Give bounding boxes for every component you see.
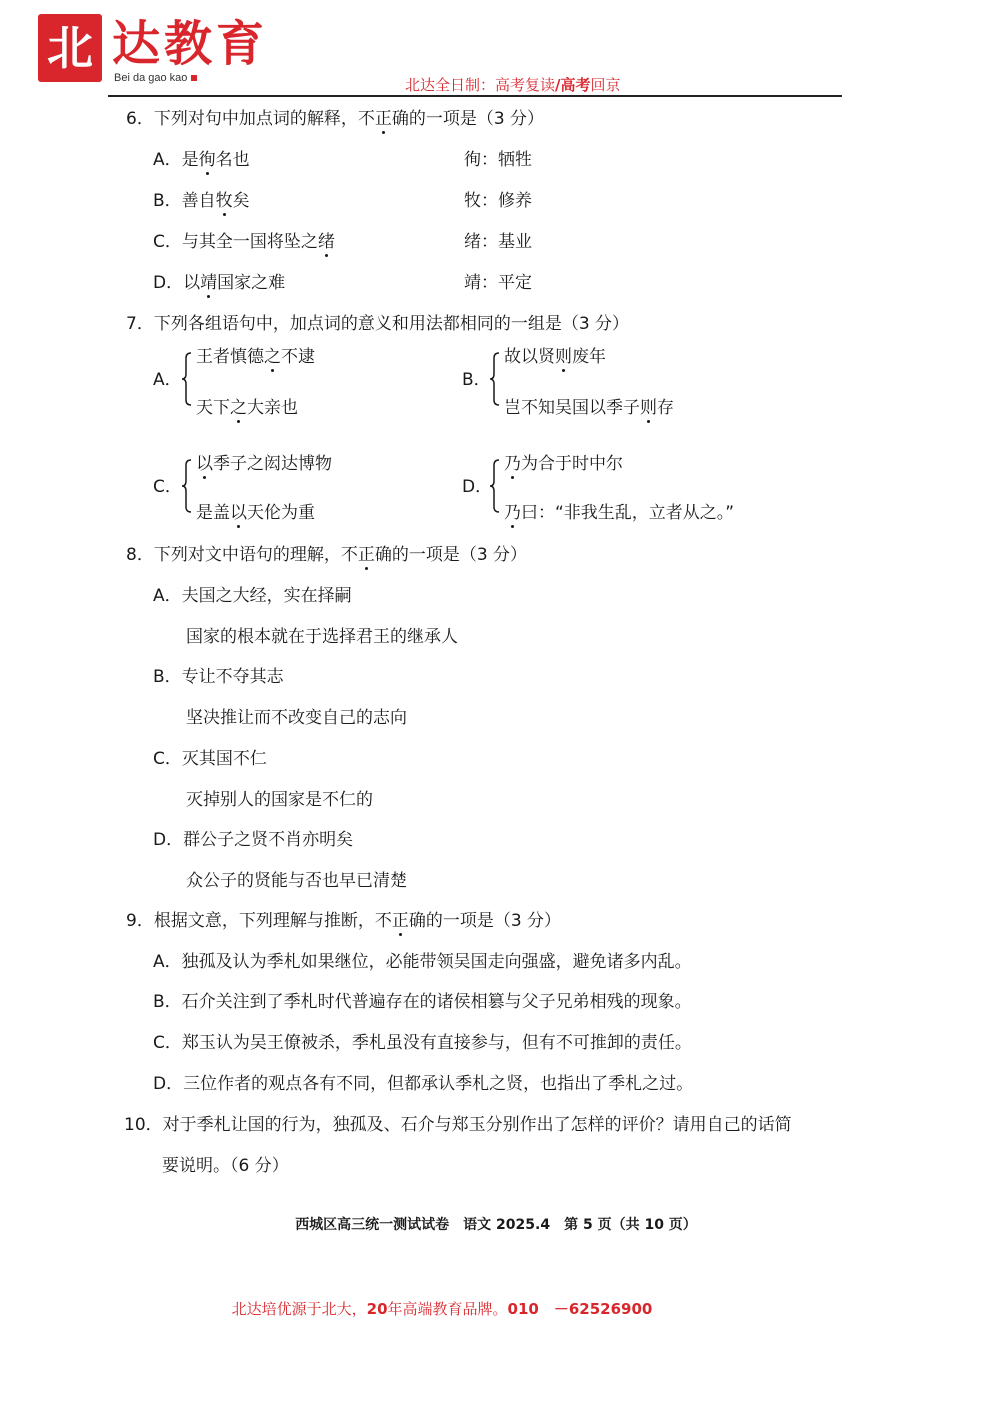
logo-square-icon [191,75,197,81]
q6-option-d: D．以靖国家之难 [153,273,286,293]
q8-gloss-c: 灭掉别人的国家是不仁的 [186,790,373,810]
q7-b-top: 故以贤则废年 [504,347,606,367]
q8-gloss-d: 众公子的贤能与否也早已清楚 [186,871,407,891]
q7-option-a-label: A． [153,370,182,390]
q6-gloss-a: 徇：牺牲 [464,150,532,170]
logo-pinyin: Bei da gao kao [114,72,197,84]
q10-stem: 10．对于季札让国的行为，独孤及、石介与郑玉分别作出了怎样的评价？请用自己的话简 [124,1115,792,1135]
page-footer: 西城区高三统一测试试卷 语文 2025.4 第 5 页（共 10 页） [295,1217,697,1233]
q9-stem: 9．根据文意，下列理解与推断，不正确的一项是（3 分） [126,911,562,931]
header-rule [108,95,842,97]
q8-option-c: C．灭其国不仁 [153,749,267,769]
brand-logo [38,14,288,90]
q7-d-bottom: 乃曰：“非我生乱，立者从之。” [504,503,735,523]
q8-gloss-b: 坚决推让而不改变自己的志向 [186,708,407,728]
promo-line: 北达培优源于北大，20年高端教育品牌。010 －62526900 [231,1300,653,1318]
header-slogan: 北达全日制：高考复读/高考回京 [405,76,621,94]
q7-option-b-label: B． [462,370,491,390]
q7-option-d-label: D． [462,477,493,497]
q7-d-top: 乃为合于时中尔 [504,454,623,474]
q8-option-a: A．夫国之大经，实在择嗣 [153,586,352,606]
q6-gloss-b: 牧：修养 [464,191,532,211]
brace-icon [182,352,192,406]
q8-stem: 8．下列对文中语句的理解，不正确的一项是（3 分） [126,545,528,565]
q7-b-bottom: 岂不知吴国以季子则存 [504,398,674,418]
logo-name: 达教育 [112,16,269,72]
q6-option-c: C．与其全一国将坠之绪 [153,232,335,252]
q10-stem-continued: 要说明。（6 分） [162,1156,289,1176]
q8-option-d: D．群公子之贤不肖亦明矣 [153,830,354,850]
q8-option-b: B．专让不夺其志 [153,667,284,687]
q7-a-top: 王者慎德之不逮 [196,347,315,367]
q8-gloss-a: 国家的根本就在于选择君王的继承人 [186,627,458,647]
logo-mark: 北 [38,14,102,82]
q7-stem: 7．下列各组语句中，加点词的意义和用法都相同的一组是（3 分） [126,314,630,334]
q6-stem: 6．下列对句中加点词的解释，不正确的一项是（3 分） [126,109,545,129]
q6-option-b: B．善自牧矣 [153,191,250,211]
brace-icon [490,352,500,406]
q9-option-a: A．独孤及认为季札如果继位，必能带领吴国走向强盛，避免诸多内乱。 [153,952,692,972]
q9-option-d: D．三位作者的观点各有不同，但都承认季札之贤，也指出了季札之过。 [153,1074,694,1094]
q7-c-top: 以季子之闳达博物 [196,454,332,474]
brace-icon [490,459,500,513]
q6-gloss-d: 靖：平定 [464,273,532,293]
q9-option-b: B．石介关注到了季札时代普遍存在的诸侯相篡与父子兄弟相残的现象。 [153,992,692,1012]
q6-option-a: A．是徇名也 [153,150,250,170]
q7-c-bottom: 是盖以天伦为重 [196,503,315,523]
q9-option-c: C．郑玉认为吴王僚被杀，季札虽没有直接参与，但有不可推卸的责任。 [153,1033,692,1053]
brace-icon [182,459,192,513]
q7-a-bottom: 天下之大亲也 [196,398,298,418]
q6-gloss-c: 绪：基业 [464,232,532,252]
q7-option-c-label: C． [153,477,182,497]
